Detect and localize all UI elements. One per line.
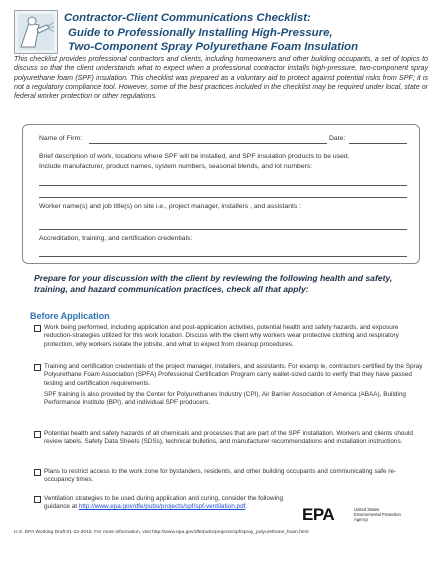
firm-name-label: Name of Firm: xyxy=(39,135,83,142)
epa-logo xyxy=(302,505,422,525)
checkbox[interactable] xyxy=(34,431,41,438)
checklist-item-text: Work being performed, including application and post-application activities, potential health and safety hazards, and exposure reduction-strategies utilized for this work location. Discuss with the client why workers wear protective clothing and respiratory protection, why workers isolate the jobsite, and what to expect from cleanup procedures. xyxy=(44,324,399,348)
title-line-1: Contractor-Client Communications Checklist: xyxy=(64,12,311,24)
checklist-item-text: Potential health and safety hazards of all chemicals and processes that are part of the SPF installation. Workers and clients should review labels, Safety Data Sheets (SDSs), technical bulletins, and manufacturer recommendations and installation instructions. xyxy=(44,430,413,446)
checkbox[interactable] xyxy=(34,364,41,371)
work-description-label-2: Include manufacturer, product names, system numbers, seasonal blends, and lot numbers: xyxy=(39,163,313,170)
checklist-item xyxy=(34,430,424,447)
epa-agency-line-2: Environmental Protection xyxy=(354,512,401,517)
document-title xyxy=(64,11,434,55)
checkbox[interactable] xyxy=(34,325,41,332)
intro-paragraph: This checklist provides professional contractors and clients, including homeowners and other building occupants, a set of topics to discuss so that the client understands what to expect when a professional contractor installs high-pressure, two-component spray polyurethane foam (SPF) insulation. This checklist was prepared as a voluntary aid to protect against potential risks from SPF; it is not a regulatory compliance tool. However, some of the best practices included in the checklist may be required under local, state or federal worker protection or other regulations. xyxy=(14,55,428,101)
epa-agency-line-3: Agency xyxy=(354,517,368,522)
worker-names-line[interactable] xyxy=(39,229,407,230)
checkbox[interactable] xyxy=(34,469,41,476)
link-suffix: . xyxy=(245,503,248,511)
checklist-item-text xyxy=(44,495,294,512)
worker-names-label: Worker name(s) and job title(s) on site i.e., project manager, installers , and assistants : xyxy=(39,203,302,210)
section-title-before-application: Before Application xyxy=(30,311,110,321)
checklist-item-subtext: SPF training is also provided by the Center for Polyurethanes Industry (CPI), Air Barrier Association of America (ABAA), Building Performance Institute (BPI), and individual SPF producers. xyxy=(44,390,406,407)
accreditation-line[interactable] xyxy=(39,256,407,257)
ventilation-text: Ventilation strategies to be used during application and curing, consider the following guidance at xyxy=(44,495,284,511)
checklist-item-text: Training and certification credentials of the project manager, installers, and assistants. For examp le, contractors certified by the Spray Polyurethane Foam Association (SPFA) Professional Certification Program carry wallet-sized cards to verify that they have passed testing and certification requirements. xyxy=(44,363,423,387)
footer-note: U.S. EPA Working Draft 01-22-2015. For more information, visit http://www.epa.gov/dfe/pubs/projects/spf/spray_polyurethane_foam.html xyxy=(14,530,309,535)
epa-agency-name xyxy=(354,507,401,522)
date-field[interactable] xyxy=(349,143,407,144)
checklist-item-text: Plans to restrict access to the work zone for bystanders, residents, and other building occupants and communicating safe re-occupancy times. xyxy=(44,468,397,484)
work-description-label-1: Brief description of work, locations where SPF will be installed, and SPF insulation products to be used. xyxy=(39,153,350,160)
epa-agency-line-1: United States xyxy=(354,507,380,512)
epa-logo-mark: EPA xyxy=(302,505,335,524)
firm-name-field[interactable] xyxy=(89,143,327,144)
accreditation-label: Accreditation, training, and certification credentials: xyxy=(39,235,193,242)
prepare-instructions: Prepare for your discussion with the client by reviewing the following health and safety, training, and hazard communication practices, check all that apply: xyxy=(34,273,393,294)
work-description-line-2[interactable] xyxy=(39,197,407,198)
spray-worker-logo xyxy=(14,10,58,54)
title-line-3: Two-Component Spray Polyurethane Foam Insulation xyxy=(68,41,359,53)
spray-worker-icon xyxy=(15,11,57,53)
work-description-line-1[interactable] xyxy=(39,185,407,186)
checklist-item xyxy=(34,363,424,407)
checklist-item xyxy=(34,324,424,349)
ventilation-guidance-link[interactable]: http://www.epa.gov/dfe/pubs/projects/spf/spf-ventilation.pdf xyxy=(78,503,246,511)
title-line-2: Guide to Professionally Installing High-Pressure, xyxy=(68,26,333,39)
checkbox[interactable] xyxy=(34,496,41,503)
form-box xyxy=(22,124,420,264)
checklist-item xyxy=(34,468,424,485)
date-label: Date: xyxy=(329,135,346,142)
checklist-item xyxy=(34,495,294,512)
